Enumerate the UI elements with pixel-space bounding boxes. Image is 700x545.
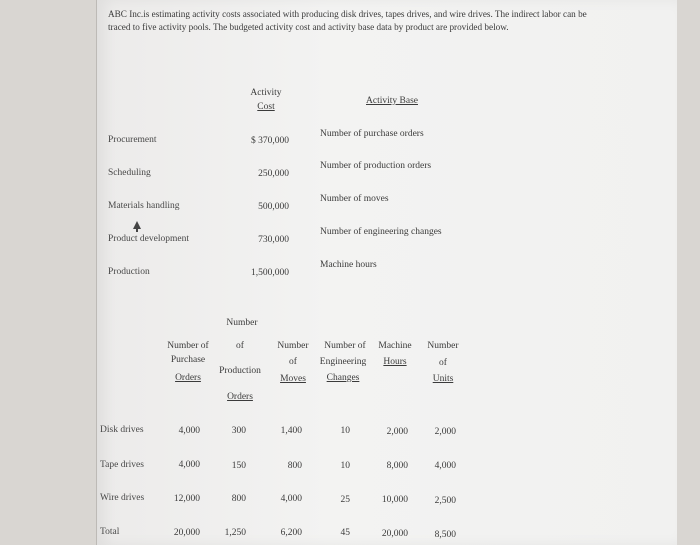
disk-purchase-orders: 4,000 (178, 426, 200, 436)
cost-header-line2: Cost (257, 102, 275, 112)
engineering-header-1: Number of (324, 341, 366, 351)
units-header-1: Number (427, 341, 459, 351)
disk-production-orders: 300 (231, 426, 246, 436)
cost-product-development: 730,000 (258, 235, 289, 245)
units-header-2: of (439, 358, 447, 368)
activity-production: Production (108, 267, 150, 277)
base-product-development: Number of engineering changes (320, 227, 442, 237)
moves-header-2: of (289, 357, 297, 367)
machine-header-1: Machine (378, 341, 412, 351)
units-header-3: Units (432, 374, 454, 384)
wire-machine-hours: 10,000 (381, 495, 408, 505)
product-total: Total (100, 527, 120, 537)
base-procurement: Number of purchase orders (320, 129, 424, 139)
total-engineering-changes: 45 (340, 528, 350, 538)
wire-units: 2,500 (434, 496, 456, 506)
wire-engineering-changes: 25 (340, 495, 350, 505)
product-wire-drives: Wire drives (100, 493, 145, 503)
base-materials-handling: Number of moves (320, 194, 389, 204)
production-header-3: Production (219, 366, 261, 376)
machine-header-2: Hours (383, 357, 407, 367)
tape-moves: 800 (287, 461, 302, 471)
tape-machine-hours: 8,000 (386, 461, 408, 471)
disk-units: 2,000 (434, 427, 456, 437)
total-machine-hours: 20,000 (381, 529, 408, 539)
disk-machine-hours: 2,000 (386, 427, 408, 437)
mouse-cursor-icon (133, 221, 141, 229)
tape-units: 4,000 (434, 461, 456, 471)
purchase-header-3: Orders (175, 373, 201, 383)
product-disk-drives: Disk drives (100, 425, 144, 435)
activity-base-header: Activity Base (366, 96, 418, 106)
activity-product-development: Product development (108, 234, 189, 244)
total-purchase-orders: 20,000 (173, 528, 200, 538)
moves-header-3: Moves (280, 374, 306, 384)
base-scheduling: Number of production orders (320, 161, 432, 171)
intro-paragraph: ABC Inc.is estimating activity costs associated with producing disk drives, tapes drives, and wire drives. The indirect labor can be traced to five activity pools. The budgeted activity cost and activity base data by product are provided below. (108, 9, 587, 32)
engineering-header-3: Changes (326, 373, 360, 383)
activity-procurement: Procurement (108, 135, 157, 145)
wire-purchase-orders: 12,000 (173, 494, 200, 504)
purchase-header-2: Purchase (170, 355, 206, 365)
production-header-4: Orders (227, 392, 253, 402)
activity-materials-handling: Materials handling (108, 201, 180, 211)
engineering-header-2: Engineering (319, 357, 367, 367)
disk-engineering-changes: 10 (340, 426, 350, 436)
cost-procurement: $ 370,000 (251, 136, 289, 146)
disk-moves: 1,400 (280, 426, 302, 436)
moves-header-1: Number (277, 341, 309, 351)
tape-engineering-changes: 10 (340, 461, 350, 471)
wire-moves: 4,000 (280, 494, 302, 504)
production-header-2: of (236, 341, 244, 351)
cost-materials-handling: 500,000 (258, 202, 289, 212)
cost-scheduling: 250,000 (258, 169, 289, 179)
tape-production-orders: 150 (231, 461, 246, 471)
total-units: 8,500 (434, 530, 456, 540)
base-production: Machine hours (320, 260, 377, 270)
cost-header-line1: Activity (250, 88, 282, 98)
total-production-orders: 1,250 (224, 528, 246, 538)
product-tape-drives: Tape drives (100, 460, 144, 470)
cost-production: 1,500,000 (251, 268, 289, 278)
activity-scheduling: Scheduling (108, 168, 151, 178)
production-header-1: Number (226, 318, 258, 328)
purchase-header-1: Number of (167, 341, 209, 351)
total-moves: 6,200 (280, 528, 302, 538)
tape-purchase-orders: 4,000 (178, 460, 200, 470)
wire-production-orders: 800 (231, 494, 246, 504)
